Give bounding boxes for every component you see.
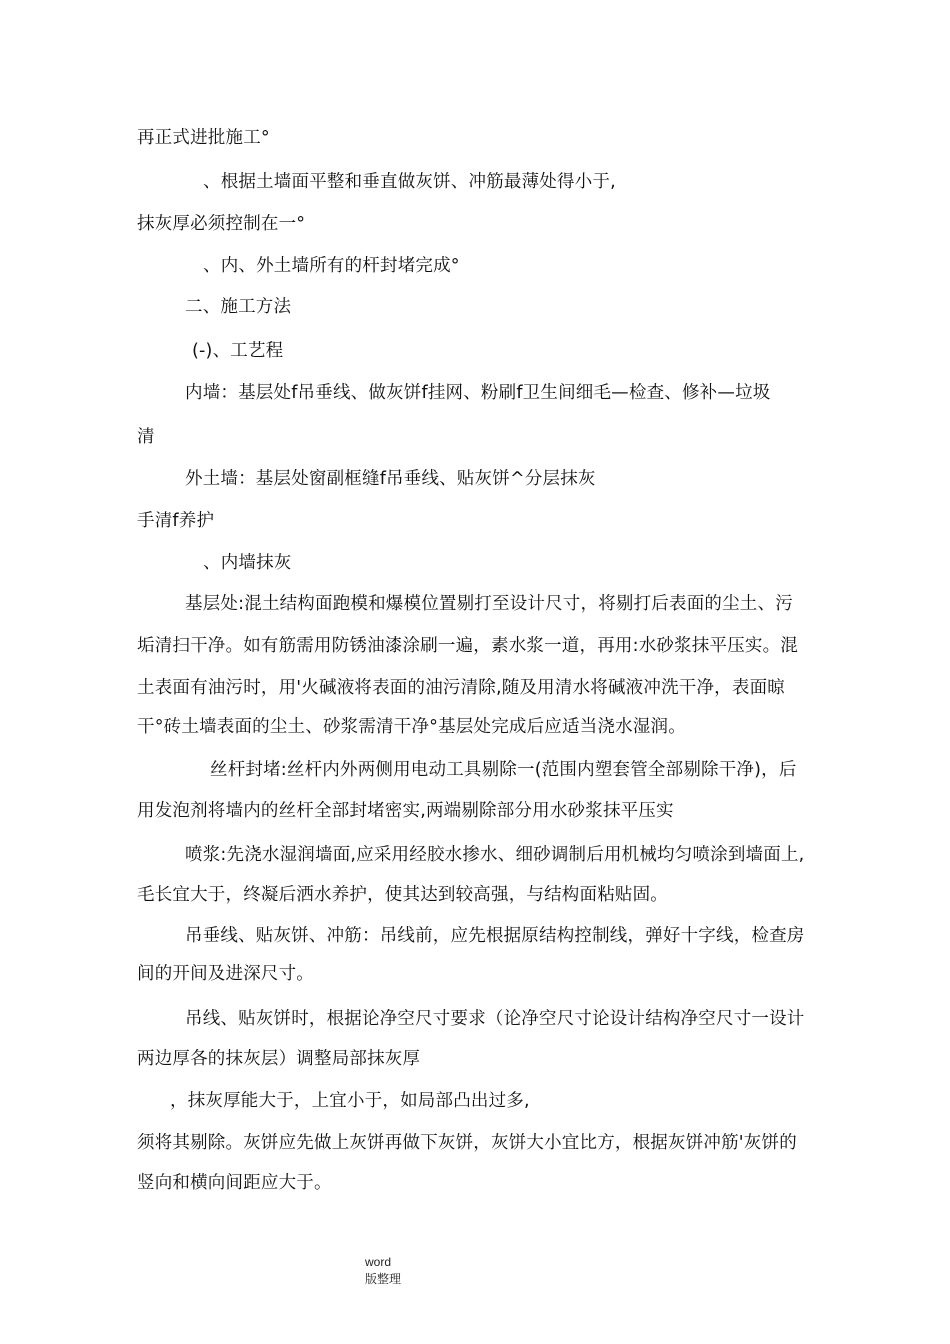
text-line: 竖向和横向间距应大于。 xyxy=(137,1173,332,1193)
text-line: 清 xyxy=(137,427,155,447)
text-line: 两边厚各的抹灰层）调整局部抹灰厚 xyxy=(137,1049,421,1069)
text-line: ，抹灰厚能大于，上宜小于，如局部凸出过多, xyxy=(170,1091,530,1111)
text-line: 吊垂线、贴灰饼、冲筋：吊线前，应先根据原结构控制线，弹好十字线，检查房 xyxy=(185,926,805,946)
text-line: 用发泡剂将墙内的丝杆全部封堵密实,两端剔除部分用水砂浆抹平压实 xyxy=(137,801,674,821)
text-line: 喷浆:先浇水湿润墙面,应采用经胶水掺水、细砂调制后用机械均匀喷涂到墙面上, xyxy=(185,845,805,865)
text-line: 吊线、贴灰饼时，根据论净空尺寸要求（论净空尺寸论设计结构净空尺寸一设计 xyxy=(185,1009,805,1029)
text-line: 再正式进批施工° xyxy=(137,128,270,148)
subsection-heading: 、内墙抹灰 xyxy=(203,553,292,573)
text-line: 基层处:混土结构面跑模和爆模位置剔打至设计尺寸，将剔打后表面的尘土、污 xyxy=(185,594,793,614)
text-line: 、根据土墙面平整和垂直做灰饼、冲筋最薄处得小于, xyxy=(203,172,616,192)
text-line: 干°砖土墙表面的尘土、砂浆需清干净°基层处完成后应适当浇水湿润。 xyxy=(137,717,686,737)
text-line: 内墙：基层处f吊垂线、做灰饼f挂网、粉刷f卫生间细毛—检查、修补—垃圾 xyxy=(185,383,771,403)
text-line: 外土墙：基层处窗副框缝f吊垂线、贴灰饼^分层抹灰 xyxy=(185,469,596,489)
text-line: 须将其剔除。灰饼应先做上灰饼再做下灰饼，灰饼大小宜比方，根据灰饼冲筋'灰饼的 xyxy=(137,1133,797,1153)
text-line: 毛长宜大于，终凝后洒水养护，使其达到较高强，与结构面粘贴固。 xyxy=(137,885,668,905)
footer-line-2: 版整理 xyxy=(365,1272,402,1286)
footer-line-1: word xyxy=(365,1255,392,1269)
text-line: 间的开间及进深尺寸。 xyxy=(137,964,314,984)
section-heading: 二、施工方法 xyxy=(185,297,292,317)
text-line: 丝杆封堵:丝杆内外两侧用电动工具剔除一(范围内塑套管全部剔除干净)，后 xyxy=(210,760,797,780)
text-line: 、内、外土墙所有的杆封堵完成° xyxy=(203,256,460,276)
text-line: 手清f养护 xyxy=(137,511,215,531)
text-line: 垢清扫干净。如有筋需用防锈油漆涂刷一遍，素水浆一道，再用:水砂浆抹平压实。混 xyxy=(137,636,798,656)
text-line: 抹灰厚必须控制在一° xyxy=(137,214,306,234)
subsection-heading: (-)、工艺程 xyxy=(192,341,284,361)
text-line: 土表面有油污时，用'火碱液将表面的油污清除,随及用清水将碱液冲洗干净，表面晾 xyxy=(137,678,785,698)
